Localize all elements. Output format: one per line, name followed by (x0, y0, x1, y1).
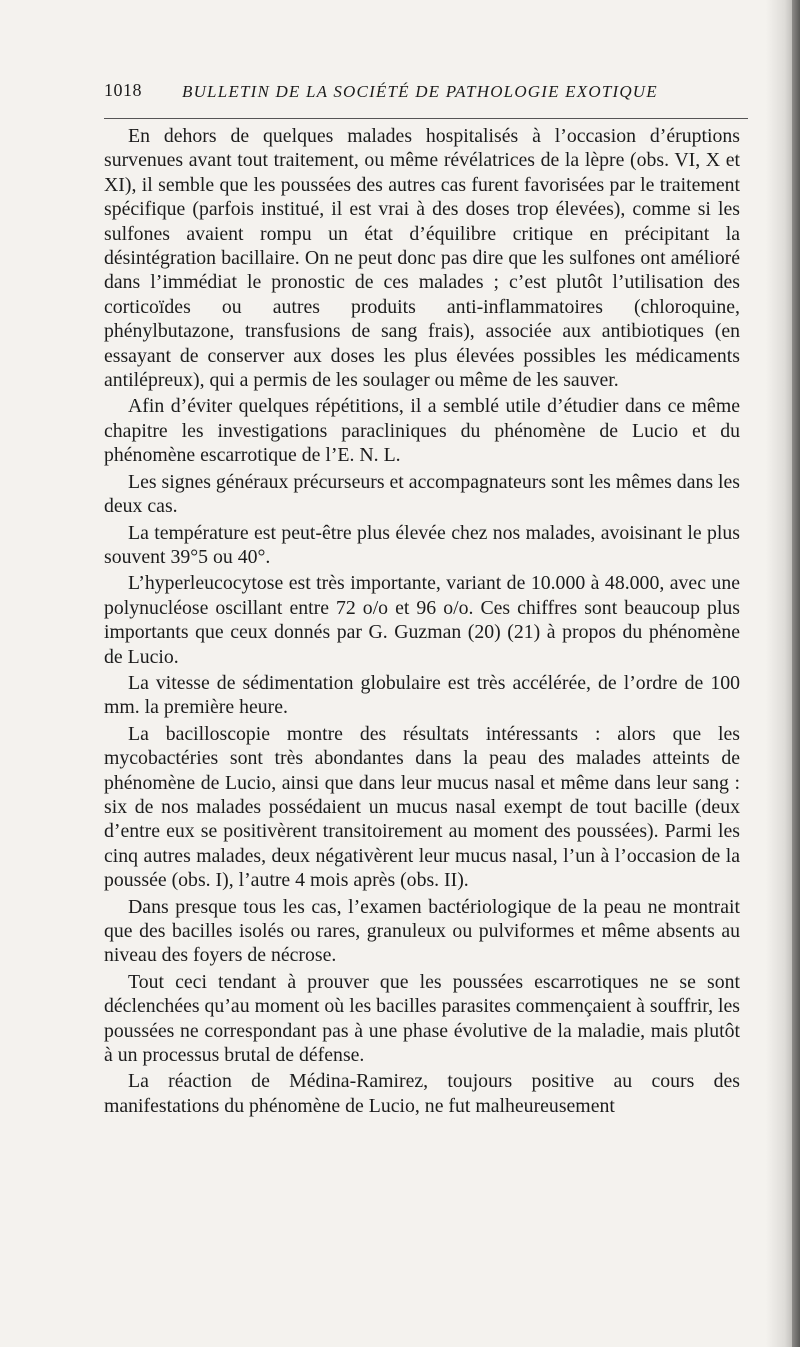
paragraph: La vitesse de sédimentation globulaire est très accélérée, de l’ordre de 100 mm. la première heure. (104, 671, 740, 719)
body-text (104, 122, 740, 1118)
paragraph: La bacilloscopie montre des résultats intéressants : alors que les mycobactéries sont très abondantes dans la peau des malades atteints de phénomène de Lucio, ainsi que dans leur mucus nasal et même dans leur sang : six de nos malades possédaient un mucus nasal exempt de tout bacille (deux d’entre eux se positivèrent transitoirement au moment des poussées). Parmi les cinq autres malades, deux négativèrent leur mucus nasal, l’un à l’occasion de la poussée (obs. I), l’autre 4 mois après (obs. II). (104, 722, 740, 892)
page-edge (792, 0, 800, 1347)
page-number: 1018 (104, 80, 142, 100)
running-header (104, 80, 748, 110)
paragraph: Tout ceci tendant à prouver que les poussées escarrotiques ne se sont déclenchées qu’au moment où les bacilles parasites commençaient à souffrir, les poussées ne correspondant pas à une phase évolutive de la maladie, mais plutôt à un processus brutal de défense. (104, 970, 740, 1067)
running-title: BULLETIN DE LA SOCIÉTÉ DE PATHOLOGIE EXOTIQUE (182, 82, 658, 101)
paragraph: Les signes généraux précurseurs et accompagnateurs sont les mêmes dans les deux cas. (104, 470, 740, 518)
paragraph: Dans presque tous les cas, l’examen bactériologique de la peau ne montrait que des bacilles isolés ou rares, granuleux ou pulviformes et même absents au niveau des foyers de nécrose. (104, 895, 740, 967)
paragraph: En dehors de quelques malades hospitalisés à l’occasion d’éruptions survenues avant tout traitement, ou même révélatrices de la lèpre (obs. VI, X et XI), il semble que les poussées des autres cas furent favorisées par le traitement spécifique (parfois institué, il est vrai à des doses trop élevées), comme si les sulfones avaient rompu un état d’équilibre critique en précipitant la désintégration bacillaire. On ne peut donc pas dire que les sulfones ont amélioré dans l’immédiat le pronostic de ces malades ; c’est plutôt l’utilisation des corticoïdes ou autres produits anti-inflammatoires (chloroquine, phénylbutazone, transfusions de sang frais), associée aux antibiotiques (en essayant de conserver aux doses les plus élevées possibles les médicaments antilépreux), qui a permis de les soulager ou même de les sauver. (104, 125, 740, 392)
header-rule (104, 118, 748, 119)
paragraph: La température est peut-être plus élevée chez nos malades, avoisinant le plus souvent 39°5 ou 40°. (104, 521, 740, 568)
paragraph: La réaction de Médina-Ramirez, toujours positive au cours des manifestations du phénomène de Lucio, ne fut malheureusement (104, 1070, 740, 1117)
paragraph: Afin d’éviter quelques répétitions, il a semblé utile d’étudier dans ce même chapitre les investigations paracliniques du phénomène de Lucio et du phénomène escarrotique de l’E. N. L. (104, 395, 740, 467)
paragraph: L’hyperleucocytose est très importante, variant de 10.000 à 48.000, avec une polynucléose oscillant entre 72 o/o et 96 o/o. Ces chiffres sont beaucoup plus importants que ceux donnés par G. Guzman (20) (21) à propos du phénomène de Lucio. (104, 572, 740, 668)
